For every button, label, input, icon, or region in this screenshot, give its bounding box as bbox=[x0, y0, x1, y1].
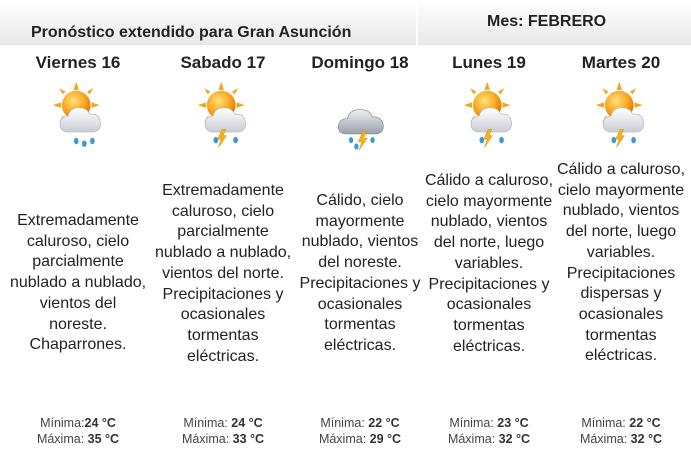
day-name: Martes 20 bbox=[581, 53, 661, 72]
day-card bbox=[552, 44, 690, 464]
day-description: Cálido a caluroso, cielo mayormente nublado, vientos del norte, luego variables. Precipitaciones dispersas y ocasionales tormentas eléctricas. bbox=[556, 161, 686, 365]
forecast-title: Pronóstico extendido para Gran Asunción bbox=[31, 24, 352, 41]
day-description: Cálido a caluroso, cielo mayormente nublado, vientos del norte, luego variables. Precipitaciones y ocasionales tormentas eléctricas. bbox=[424, 172, 554, 355]
min-temp: Mínima:24 °C bbox=[40, 416, 116, 430]
day-temperatures bbox=[291, 416, 429, 447]
day-name: Viernes 16 bbox=[35, 53, 121, 72]
sun-cloud-storm-icon bbox=[193, 80, 253, 150]
min-temp: Mínima: 22 °C bbox=[320, 416, 400, 430]
min-temp: Mínima: 23 °C bbox=[449, 416, 529, 430]
month-bar bbox=[418, 0, 691, 45]
max-temp: Máxima: 35 °C bbox=[36, 431, 120, 446]
day-temperatures bbox=[420, 416, 558, 447]
max-temp: Máxima: 33 °C bbox=[181, 431, 265, 446]
day-name: Lunes 19 bbox=[452, 53, 526, 72]
forecast-header bbox=[0, 0, 691, 44]
day-temperatures bbox=[552, 416, 690, 447]
day-card bbox=[154, 44, 292, 464]
cloud-storm-rain-icon bbox=[330, 80, 390, 150]
day-card bbox=[9, 44, 147, 464]
max-temp: Máxima: 29 °C bbox=[318, 431, 402, 446]
max-temp: Máxima: 32 °C bbox=[579, 431, 663, 446]
min-temp: Mínima: 22 °C bbox=[581, 416, 661, 430]
max-temp: Máxima: 32 °C bbox=[447, 431, 531, 446]
day-name: Domingo 18 bbox=[311, 53, 409, 72]
day-description: Extremadamente caluroso, cielo parcialmente nublado a nublado, vientos del noreste. Chaparrones. bbox=[9, 212, 147, 354]
day-name: Sabado 17 bbox=[180, 53, 266, 72]
day-temperatures bbox=[154, 416, 292, 447]
day-description: Extremadamente caluroso, cielo parcialmente nublado a nublado, vientos del norte. Precipitaciones y ocasionales tormentas eléctricas. bbox=[154, 182, 292, 365]
day-card bbox=[420, 44, 558, 464]
min-temp: Mínima: 24 °C bbox=[183, 416, 263, 430]
day-card bbox=[291, 44, 429, 464]
forecast-title-bar bbox=[0, 0, 416, 45]
day-description: Cálido, cielo mayormente nublado, vientos del noreste. Precipitaciones y ocasionales tormentas eléctricas. bbox=[299, 192, 421, 354]
sun-cloud-rain-icon bbox=[48, 80, 108, 150]
sun-cloud-storm-icon bbox=[591, 80, 651, 150]
sun-cloud-storm-icon bbox=[459, 80, 519, 150]
day-temperatures bbox=[9, 416, 147, 447]
month-label: Mes: FEBRERO bbox=[487, 13, 607, 30]
